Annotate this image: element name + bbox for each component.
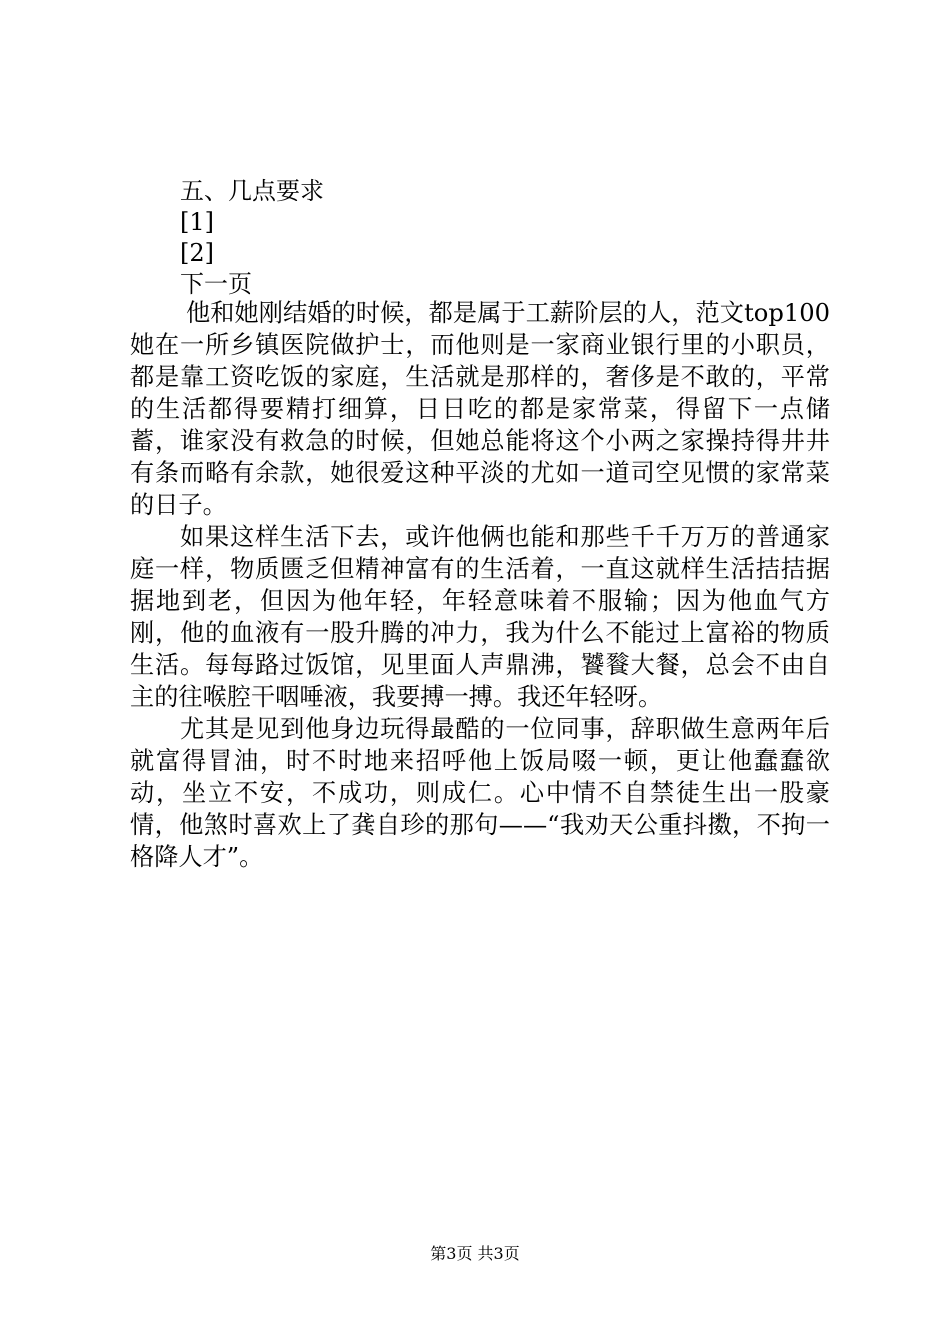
paragraph-1: 他和她刚结婚的时候，都是属于工薪阶层的人，范文top100她在一所乡镇医院做护士，而他则是一家商业银行里的小职员，都是靠工资吃饭的家庭，生活就是那样的，奢侈是不敢的，平常的生活都得要精打细算，日日吃的都是家常菜，得留下一点储蓄，谁家没有救急的时候，但她总能将这个小两之家操持得井井有条而略有余款，她很爱这种平淡的尤如一道司空见惯的家常菜的日子。	[130, 299, 830, 519]
paragraph-2: 如果这样生活下去，或许他俩也能和那些千千万万的普通家庭一样，物质匮乏但精神富有的生活着，一直这就样生活拮拮据据地到老，但因为他年轻，年轻意味着不服输；因为他血气方刚，他的血液有一股升腾的冲力，我为什么不能过上富裕的物质生活。每每路过饭馆，见里面人声鼎沸，饕餮大餐，总会不由自主的往喉腔干咽唾液，我要搏一搏。我还年轻呀。	[130, 523, 830, 711]
section-title: 五、几点要求	[180, 177, 324, 205]
article-body	[130, 297, 830, 873]
heading-block	[180, 176, 860, 300]
page-footer: 第3页 共3页	[430, 1244, 520, 1263]
reference-item-2: [2]	[180, 239, 214, 267]
next-page-link[interactable]: 下一页	[180, 270, 252, 298]
paragraph-3: 尤其是见到他身边玩得最酷的一位同事，辞职做生意两年后就富得冒油，时不时地来招呼他上饭局啜一顿，更让他蠢蠢欲动，坐立不安，不成功，则成仁。心中情不自禁徒生出一股豪情，他煞时喜欢上了龚自珍的那句——“我劝天公重抖擞，不拘一格降人才”。	[130, 715, 830, 871]
reference-item-1: [1]	[180, 208, 214, 236]
